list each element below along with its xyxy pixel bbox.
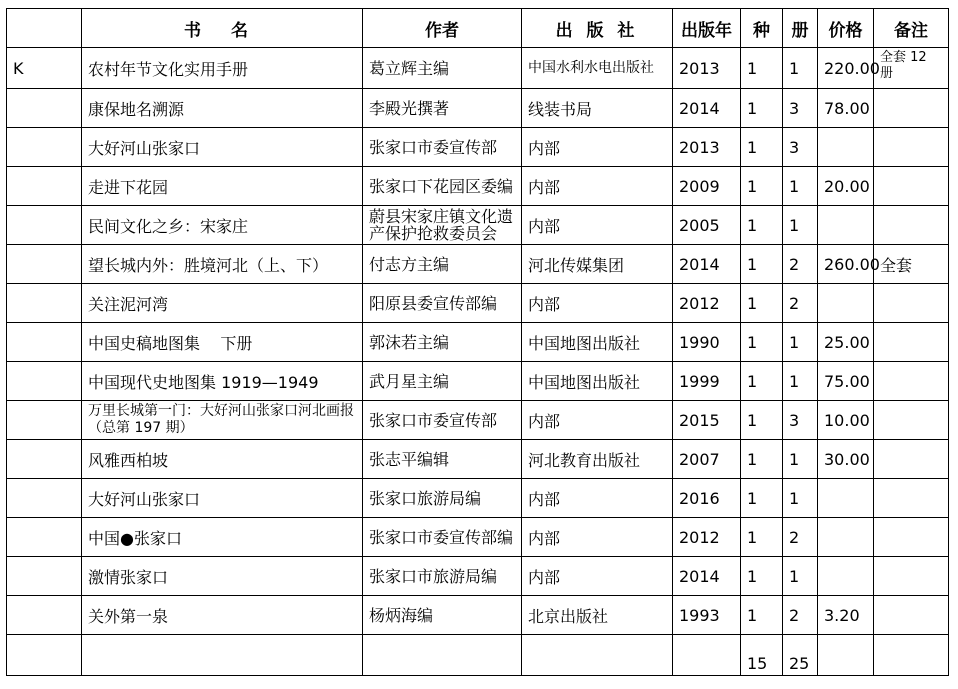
kinds-cell: 1	[741, 48, 783, 89]
vols-cell: 1	[783, 440, 818, 479]
class-cell	[7, 401, 82, 440]
year-cell: 2014	[673, 245, 741, 284]
title-cell: 关外第一泉	[82, 596, 363, 635]
kinds-cell: 1	[741, 206, 783, 245]
publisher-cell: 内部	[522, 479, 673, 518]
vols-cell: 2	[783, 596, 818, 635]
table-row	[7, 206, 949, 245]
table-row	[7, 167, 949, 206]
year-cell: 2016	[673, 479, 741, 518]
kinds-cell: 1	[741, 401, 783, 440]
totals-empty-cell	[522, 635, 673, 676]
price-cell: 3.20	[818, 596, 874, 635]
price-cell: 25.00	[818, 323, 874, 362]
note-cell	[874, 206, 949, 245]
vols-cell: 2	[783, 518, 818, 557]
title-cell: 农村年节文化实用手册	[82, 48, 363, 89]
title-cell: 康保地名溯源	[82, 89, 363, 128]
note-cell: 全套 12 册	[874, 48, 949, 89]
note-cell	[874, 362, 949, 401]
note-cell	[874, 323, 949, 362]
author-cell: 李殿光撰著	[363, 89, 522, 128]
author-cell: 蔚县宋家庄镇文化遗产保护抢救委员会	[363, 206, 522, 245]
title-cell: 中国现代史地图集 1919—1949	[82, 362, 363, 401]
note-cell	[874, 89, 949, 128]
class-cell	[7, 89, 82, 128]
note-cell	[874, 128, 949, 167]
author-cell: 张家口旅游局编	[363, 479, 522, 518]
price-cell: 10.00	[818, 401, 874, 440]
table-row	[7, 128, 949, 167]
year-cell: 2013	[673, 128, 741, 167]
class-cell: K	[7, 48, 82, 89]
year-cell: 2012	[673, 284, 741, 323]
price-cell: 30.00	[818, 440, 874, 479]
title-cell: 中国史稿地图集 下册	[82, 323, 363, 362]
header-kinds: 种	[741, 9, 783, 48]
publisher-cell: 中国水利水电出版社	[522, 48, 673, 89]
class-cell	[7, 440, 82, 479]
header-year: 出版年	[673, 9, 741, 48]
header-row	[7, 9, 949, 48]
price-cell: 260.00	[818, 245, 874, 284]
title-cell: 万里长城第一门：大好河山张家口河北画报 （总第 197 期）	[82, 401, 363, 440]
publisher-cell: 线装书局	[522, 89, 673, 128]
kinds-cell: 1	[741, 89, 783, 128]
author-cell: 郭沫若主编	[363, 323, 522, 362]
publisher-cell: 中国地图出版社	[522, 323, 673, 362]
price-cell	[818, 206, 874, 245]
header-author: 作者	[363, 9, 522, 48]
vols-cell: 1	[783, 206, 818, 245]
year-cell: 2014	[673, 557, 741, 596]
note-cell	[874, 167, 949, 206]
kinds-cell: 1	[741, 518, 783, 557]
year-cell: 1990	[673, 323, 741, 362]
price-cell: 20.00	[818, 167, 874, 206]
totals-empty-cell	[363, 635, 522, 676]
kinds-cell: 1	[741, 323, 783, 362]
publisher-cell: 内部	[522, 284, 673, 323]
title-cell: 大好河山张家口	[82, 128, 363, 167]
vols-cell: 1	[783, 167, 818, 206]
totals-empty-cell	[874, 635, 949, 676]
header-title: 书 名	[82, 9, 363, 48]
class-cell	[7, 245, 82, 284]
vols-cell: 1	[783, 479, 818, 518]
year-cell: 2005	[673, 206, 741, 245]
header-price: 价格	[818, 9, 874, 48]
totals-empty-cell	[7, 635, 82, 676]
price-cell	[818, 479, 874, 518]
price-cell	[818, 557, 874, 596]
author-cell: 葛立辉主编	[363, 48, 522, 89]
table-row	[7, 245, 949, 284]
vols-cell: 2	[783, 284, 818, 323]
price-cell: 220.00	[818, 48, 874, 89]
vols-cell: 3	[783, 401, 818, 440]
vols-cell: 3	[783, 128, 818, 167]
year-cell: 2009	[673, 167, 741, 206]
class-cell	[7, 167, 82, 206]
class-cell	[7, 596, 82, 635]
author-cell: 杨炳海编	[363, 596, 522, 635]
kinds-cell: 1	[741, 128, 783, 167]
total-vols-cell: 25	[783, 635, 818, 676]
class-cell	[7, 128, 82, 167]
year-cell: 2015	[673, 401, 741, 440]
title-cell: 激情张家口	[82, 557, 363, 596]
kinds-cell: 1	[741, 167, 783, 206]
table-row	[7, 518, 949, 557]
vols-cell: 1	[783, 557, 818, 596]
vols-cell: 3	[783, 89, 818, 128]
vols-cell: 1	[783, 48, 818, 89]
year-cell: 1999	[673, 362, 741, 401]
title-cell: 风雅西柏坡	[82, 440, 363, 479]
table-row	[7, 323, 949, 362]
price-cell	[818, 128, 874, 167]
year-cell: 2013	[673, 48, 741, 89]
author-cell: 阳原县委宣传部编	[363, 284, 522, 323]
title-cell: 关注泥河湾	[82, 284, 363, 323]
header-vols: 册	[783, 9, 818, 48]
author-cell: 付志方主编	[363, 245, 522, 284]
note-cell	[874, 284, 949, 323]
publisher-cell: 内部	[522, 518, 673, 557]
author-cell: 张家口下花园区委编	[363, 167, 522, 206]
totals-row	[7, 635, 949, 676]
note-cell	[874, 440, 949, 479]
publisher-cell: 中国地图出版社	[522, 362, 673, 401]
price-cell: 78.00	[818, 89, 874, 128]
table-row	[7, 89, 949, 128]
year-cell: 1993	[673, 596, 741, 635]
class-cell	[7, 362, 82, 401]
year-cell: 2012	[673, 518, 741, 557]
publisher-cell: 北京出版社	[522, 596, 673, 635]
class-cell	[7, 557, 82, 596]
author-cell: 张家口市旅游局编	[363, 557, 522, 596]
year-cell: 2014	[673, 89, 741, 128]
author-cell: 张家口市委宣传部	[363, 128, 522, 167]
kinds-cell: 1	[741, 479, 783, 518]
header-note: 备注	[874, 9, 949, 48]
table-row	[7, 557, 949, 596]
kinds-cell: 1	[741, 362, 783, 401]
author-cell: 张家口市委宣传部编	[363, 518, 522, 557]
kinds-cell: 1	[741, 245, 783, 284]
class-cell	[7, 323, 82, 362]
book-list-table	[6, 8, 949, 676]
publisher-cell: 内部	[522, 557, 673, 596]
note-cell	[874, 596, 949, 635]
title-cell: 望长城内外：胜境河北（上、下）	[82, 245, 363, 284]
note-cell: 全套	[874, 245, 949, 284]
price-cell	[818, 284, 874, 323]
author-cell: 张志平编辑	[363, 440, 522, 479]
kinds-cell: 1	[741, 557, 783, 596]
author-cell: 张家口市委宣传部	[363, 401, 522, 440]
class-cell	[7, 479, 82, 518]
class-cell	[7, 206, 82, 245]
table-row	[7, 440, 949, 479]
table-row	[7, 48, 949, 89]
header-publisher: 出 版 社	[522, 9, 673, 48]
total-kinds-cell: 15	[741, 635, 783, 676]
title-cell: 大好河山张家口	[82, 479, 363, 518]
table-row	[7, 284, 949, 323]
vols-cell: 1	[783, 362, 818, 401]
title-cell: 走进下花园	[82, 167, 363, 206]
vols-cell: 2	[783, 245, 818, 284]
title-cell: 民间文化之乡：宋家庄	[82, 206, 363, 245]
table-row	[7, 479, 949, 518]
class-cell	[7, 284, 82, 323]
publisher-cell: 内部	[522, 128, 673, 167]
vols-cell: 1	[783, 323, 818, 362]
class-cell	[7, 518, 82, 557]
price-cell	[818, 518, 874, 557]
publisher-cell: 内部	[522, 167, 673, 206]
kinds-cell: 1	[741, 596, 783, 635]
note-cell	[874, 557, 949, 596]
totals-empty-cell	[82, 635, 363, 676]
table-row	[7, 596, 949, 635]
note-cell	[874, 518, 949, 557]
price-cell: 75.00	[818, 362, 874, 401]
totals-empty-cell	[818, 635, 874, 676]
publisher-cell: 内部	[522, 401, 673, 440]
year-cell: 2007	[673, 440, 741, 479]
table-row	[7, 401, 949, 440]
publisher-cell: 内部	[522, 206, 673, 245]
note-cell	[874, 479, 949, 518]
header-class	[7, 9, 82, 48]
kinds-cell: 1	[741, 284, 783, 323]
note-cell	[874, 401, 949, 440]
publisher-cell: 河北传媒集团	[522, 245, 673, 284]
totals-empty-cell	[673, 635, 741, 676]
author-cell: 武月星主编	[363, 362, 522, 401]
title-cell: 中国●张家口	[82, 518, 363, 557]
table-row	[7, 362, 949, 401]
publisher-cell: 河北教育出版社	[522, 440, 673, 479]
kinds-cell: 1	[741, 440, 783, 479]
